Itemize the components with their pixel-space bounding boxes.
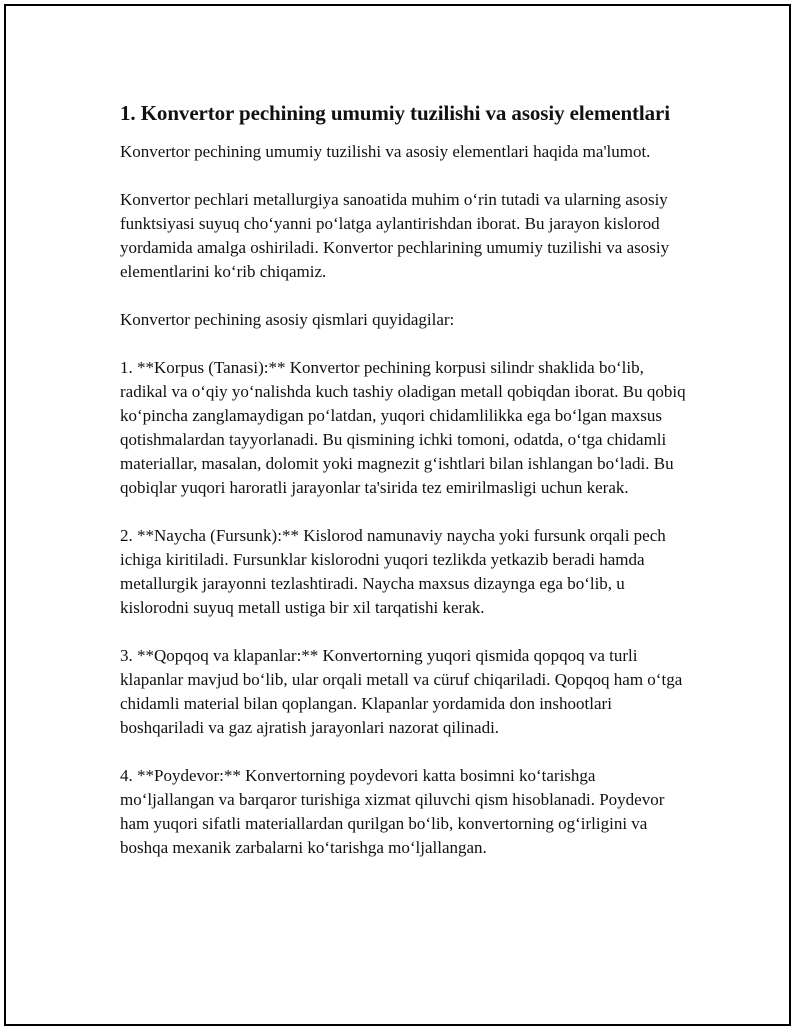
- document-page: [4, 4, 791, 1026]
- paragraph-qopqoq: 3. **Qopqoq va klapanlar:** Konvertorning yuqori qismida qopqoq va turli klapanlar mavjud bo‘lib, ular orqali metall va cüruf chiqariladi. Qopqoq ham o‘tga chidamli material bilan qoplangan. Klapanlar yordamida don inshootlari boshqariladi va gaz ajratish jarayonlari nazorat qilinadi.: [120, 646, 683, 737]
- paragraph-intro: Konvertor pechining umumiy tuzilishi va asosiy elementlari haqida ma'lumot.: [120, 142, 651, 161]
- paragraph-naycha: 2. **Naycha (Fursunk):** Kislorod namunaviy naycha yoki fursunk orqali pech ichiga kiritiladi. Fursunklar kislorodni yuqori tezlikda yetkazib beradi hamda metallurgik jarayonni tezlashtiradi. Naycha maxsus dizaynga ega bo‘lib, u kislorodni suyuq metall ustiga bir xil tarqatishi kerak.: [120, 526, 666, 617]
- paragraph-poydevor: 4. **Poydevor:** Konvertorning poydevori katta bosimni ko‘tarishga mo‘ljallangan va barqaror turishiga xizmat qiluvchi qism hisoblanadi. Poydevor ham yuqori sifatli materiallardan qurilgan bo‘lib, konvertorning og‘irligini va boshqa mexanik zarbalarni ko‘tarishga mo‘ljallangan.: [120, 766, 665, 857]
- document-title: 1. Konvertor pechining umumiy tuzilishi va asosiy elementlari: [120, 101, 671, 125]
- paragraph-overview: Konvertor pechlari metallurgiya sanoatida muhim o‘rin tutadi va ularning asosiy funktsiyasi suyuq cho‘yanni po‘latga aylantirishdan iborat. Bu jarayon kislorod yordamida amalga oshiriladi. Konvertor pechlarining umumiy tuzilishi va asosiy elementlarini ko‘rib chiqamiz.: [120, 190, 670, 281]
- document-body: [120, 100, 692, 884]
- paragraph-parts-heading: Konvertor pechining asosiy qismlari quyidagilar:: [120, 310, 455, 329]
- paragraph-korpus: 1. **Korpus (Tanasi):** Konvertor pechining korpusi silindr shaklida bo‘lib, radikal va o‘qiy yo‘nalishda kuch tashiy oladigan metall qobiqdan iborat. Bu qobiq ko‘pincha zanglamaydigan po‘latdan, yuqori chidamlilikka ega bo‘lgan maxsus qotishmalardan tayyorlanadi. Bu qismining ichki tomoni, odatda, o‘tga chidamli materiallar, masalan, dolomit yoki magnezit g‘ishtlari bilan ishlangan bo‘ladi. Bu qobiqlar yuqori haroratli jarayonlar ta'sirida tez emirilmasligi uchun kerak.: [120, 358, 686, 497]
